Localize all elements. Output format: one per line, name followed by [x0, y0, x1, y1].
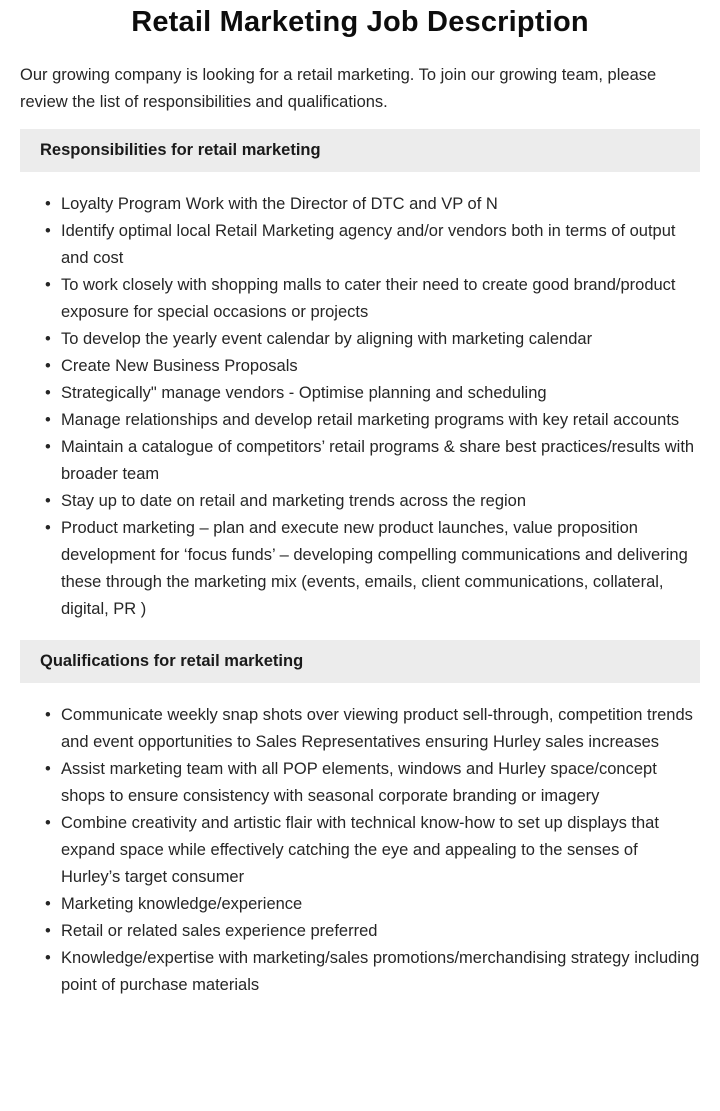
list-item: • Identify optimal local Retail Marketing agency and/or vendors both in terms of output and cost: [61, 218, 700, 272]
responsibilities-section-header: Responsibilities for retail marketing: [20, 129, 700, 172]
list-item: • Stay up to date on retail and marketing trends across the region: [61, 488, 700, 515]
qualifications-section-header: Qualifications for retail marketing: [20, 640, 700, 683]
list-item: • Product marketing – plan and execute new product launches, value proposition development for ‘focus funds’ – developing compelling communications and delivering these through the marketing mix (events, emails, client communications, collateral, digital, PR ): [61, 515, 700, 623]
responsibilities-list: [20, 191, 700, 623]
list-item: • Communicate weekly snap shots over viewing product sell-through, competition trends and event opportunities to Sales Representatives ensuring Hurley sales increases: [61, 702, 700, 756]
list-item: • Maintain a catalogue of competitors’ retail programs & share best practices/results with broader team: [61, 434, 700, 488]
list-item: • To work closely with shopping malls to cater their need to create good brand/product exposure for special occasions or projects: [61, 272, 700, 326]
list-item: • Marketing knowledge/experience: [61, 891, 700, 918]
list-item: • Strategically" manage vendors - Optimise planning and scheduling: [61, 380, 700, 407]
list-item: • Manage relationships and develop retail marketing programs with key retail accounts: [61, 407, 700, 434]
page-title: Retail Marketing Job Description: [131, 6, 589, 38]
list-item: • Combine creativity and artistic flair with technical know-how to set up displays that expand space while effectively catching the eye and appealing to the senses of Hurley’s target consumer: [61, 810, 700, 891]
qualifications-list: [20, 702, 700, 999]
list-item: • To develop the yearly event calendar by aligning with marketing calendar: [61, 326, 700, 353]
list-item: • Knowledge/expertise with marketing/sales promotions/merchandising strategy including point of purchase materials: [61, 945, 700, 999]
list-item: • Assist marketing team with all POP elements, windows and Hurley space/concept shops to ensure consistency with seasonal corporate branding or imagery: [61, 756, 700, 810]
list-item: • Create New Business Proposals: [61, 353, 700, 380]
list-item: • Retail or related sales experience preferred: [61, 918, 700, 945]
list-item: • Loyalty Program Work with the Director of DTC and VP of N: [61, 191, 700, 218]
intro-paragraph: Our growing company is looking for a retail marketing. To join our growing team, please review the list of responsibilities and qualifications.: [20, 66, 657, 111]
